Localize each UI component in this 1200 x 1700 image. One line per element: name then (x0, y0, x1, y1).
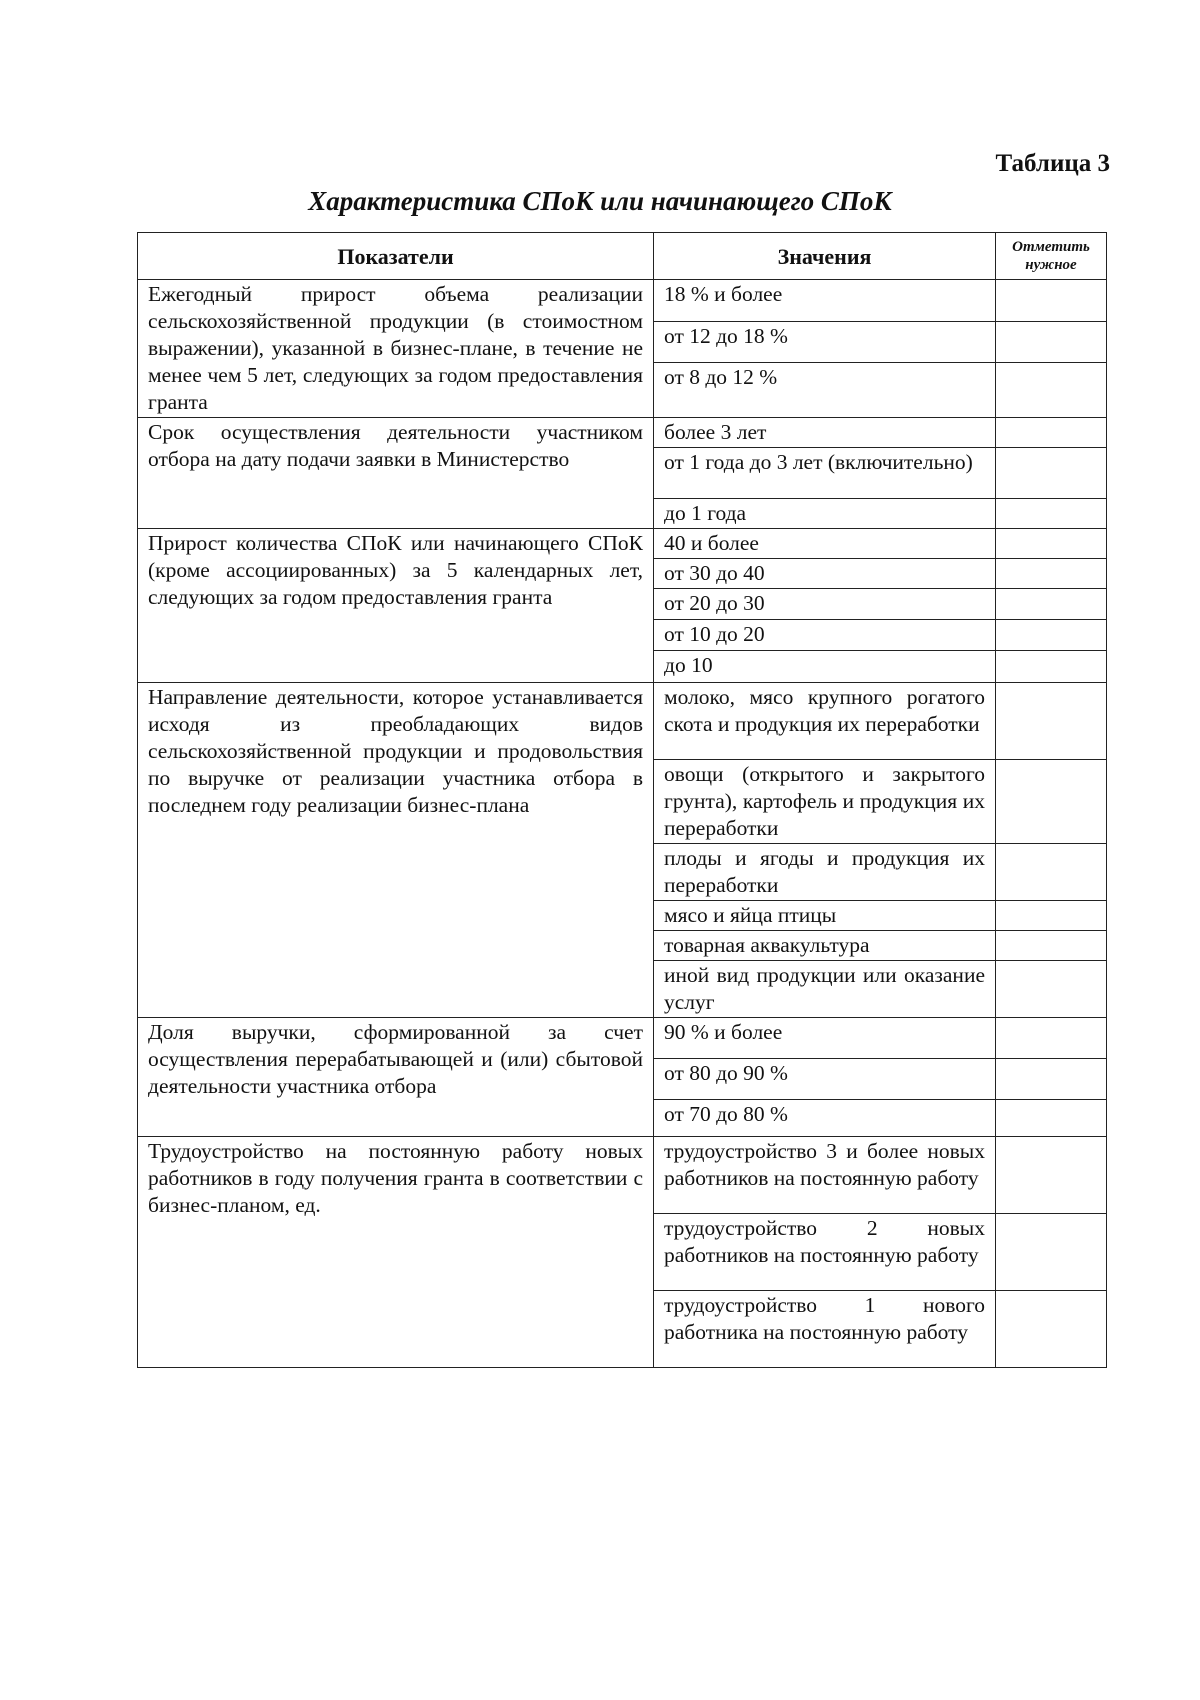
header-indicators: Показатели (138, 233, 654, 280)
table-row (138, 529, 1107, 559)
value-cell: от 1 года до 3 лет (включительно) (654, 448, 996, 499)
mark-checkbox-cell[interactable] (996, 1059, 1107, 1100)
mark-checkbox-cell[interactable] (996, 844, 1107, 901)
value-cell: 90 % и более (654, 1018, 996, 1059)
mark-checkbox-cell[interactable] (996, 418, 1107, 448)
mark-checkbox-cell[interactable] (996, 620, 1107, 651)
table-row (138, 683, 1107, 760)
value-cell: трудоустройство 2 новых работников на постоянную работу (654, 1214, 996, 1291)
value-cell: от 80 до 90 % (654, 1059, 996, 1100)
table-row (138, 280, 1107, 322)
indicator-cell: Трудоустройство на постоянную работу новых работников в году получения гранта в соответствии с бизнес-планом, ед. (138, 1137, 654, 1368)
value-cell: овощи (открытого и закрытого грунта), картофель и продукция их переработки (654, 760, 996, 844)
mark-checkbox-cell[interactable] (996, 1214, 1107, 1291)
value-cell: молоко, мясо крупного рогатого скота и продукция их переработки (654, 683, 996, 760)
table-number-label: Таблица 3 (995, 150, 1110, 177)
mark-checkbox-cell[interactable] (996, 651, 1107, 683)
mark-checkbox-cell[interactable] (996, 931, 1107, 961)
value-cell: более 3 лет (654, 418, 996, 448)
mark-checkbox-cell[interactable] (996, 901, 1107, 931)
table-row (138, 418, 1107, 448)
indicator-cell: Прирост количества СПоК или начинающего СПоК (кроме ассоциированных) за 5 календарных лет, следующих за годом предоставления гранта (138, 529, 654, 683)
mark-checkbox-cell[interactable] (996, 1291, 1107, 1368)
value-cell: плоды и ягоды и продукция их переработки (654, 844, 996, 901)
value-cell: от 8 до 12 % (654, 363, 996, 418)
value-cell: до 10 (654, 651, 996, 683)
header-values: Значения (654, 233, 996, 280)
characteristics-table (137, 232, 1107, 1368)
value-cell: товарная аквакультура (654, 931, 996, 961)
mark-checkbox-cell[interactable] (996, 683, 1107, 760)
mark-checkbox-cell[interactable] (996, 321, 1107, 363)
value-cell: от 20 до 30 (654, 589, 996, 620)
value-cell: от 30 до 40 (654, 559, 996, 589)
indicator-cell: Доля выручки, сформированной за счет осуществления перерабатывающей и (или) сбытовой деятельности участника отбора (138, 1018, 654, 1137)
value-cell: от 70 до 80 % (654, 1100, 996, 1137)
indicator-cell: Ежегодный прирост объема реализации сельскохозяйственной продукции (в стоимостном выражении), указанной в бизнес-плане, в течение не менее чем 5 лет, следующих за годом предоставления гранта (138, 280, 654, 418)
table-body (138, 280, 1107, 1368)
value-cell: трудоустройство 1 нового работника на постоянную работу (654, 1291, 996, 1368)
indicator-cell: Направление деятельности, которое устанавливается исходя из преобладающих видов сельскохозяйственной продукции и продовольствия по выручке от реализации участника отбора в последнем году реализации бизнес-плана (138, 683, 654, 1018)
value-cell: от 12 до 18 % (654, 321, 996, 363)
value-cell: 18 % и более (654, 280, 996, 322)
indicator-cell: Срок осуществления деятельности участником отбора на дату подачи заявки в Министерство (138, 418, 654, 529)
mark-checkbox-cell[interactable] (996, 760, 1107, 844)
mark-checkbox-cell[interactable] (996, 1018, 1107, 1059)
mark-checkbox-cell[interactable] (996, 589, 1107, 620)
mark-checkbox-cell[interactable] (996, 280, 1107, 322)
value-cell: мясо и яйца птицы (654, 901, 996, 931)
value-cell: от 10 до 20 (654, 620, 996, 651)
table-row (138, 1018, 1107, 1059)
mark-checkbox-cell[interactable] (996, 499, 1107, 529)
value-cell: до 1 года (654, 499, 996, 529)
mark-checkbox-cell[interactable] (996, 961, 1107, 1018)
value-cell: трудоустройство 3 и более новых работников на постоянную работу (654, 1137, 996, 1214)
mark-checkbox-cell[interactable] (996, 1100, 1107, 1137)
header-mark: Отметить нужное (996, 233, 1107, 280)
value-cell: 40 и более (654, 529, 996, 559)
table-header-row (138, 233, 1107, 280)
mark-checkbox-cell[interactable] (996, 1137, 1107, 1214)
value-cell: иной вид продукции или оказание услуг (654, 961, 996, 1018)
mark-checkbox-cell[interactable] (996, 448, 1107, 499)
mark-checkbox-cell[interactable] (996, 529, 1107, 559)
table-row (138, 1137, 1107, 1214)
mark-checkbox-cell[interactable] (996, 559, 1107, 589)
document-title: Характеристика СПоК или начинающего СПоК (308, 186, 892, 216)
mark-checkbox-cell[interactable] (996, 363, 1107, 418)
